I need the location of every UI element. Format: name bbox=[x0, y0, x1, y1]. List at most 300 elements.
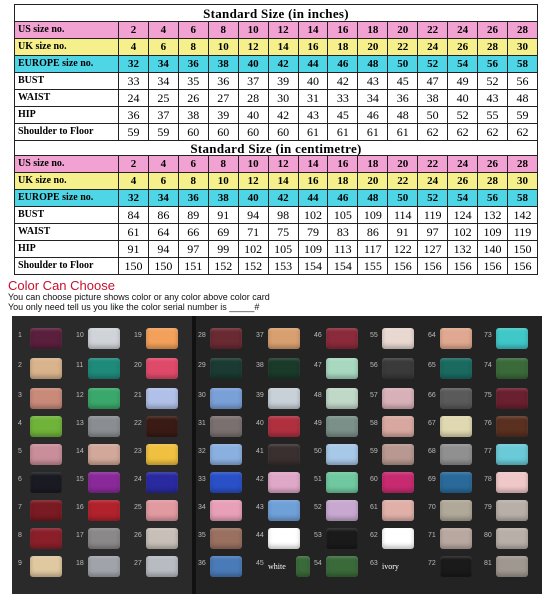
color-swatch[interactable] bbox=[30, 500, 62, 521]
size-cell: 98 bbox=[268, 207, 298, 224]
size-cell: 34 bbox=[148, 73, 178, 90]
color-swatch[interactable] bbox=[496, 388, 528, 409]
size-cell: 14 bbox=[298, 22, 328, 39]
size-cell: 6 bbox=[178, 156, 208, 173]
size-cell: 16 bbox=[298, 173, 328, 190]
swatch-number: 1 bbox=[18, 332, 22, 339]
color-swatch[interactable] bbox=[440, 328, 472, 349]
swatch-number: 23 bbox=[134, 448, 142, 455]
size-cell: 52 bbox=[418, 56, 448, 73]
size-cell: 124 bbox=[448, 207, 478, 224]
color-swatch[interactable] bbox=[210, 416, 242, 437]
color-swatch[interactable] bbox=[146, 358, 178, 379]
size-cell: 42 bbox=[268, 190, 298, 207]
color-swatch[interactable] bbox=[268, 358, 300, 379]
color-swatch[interactable] bbox=[210, 328, 242, 349]
color-swatch[interactable] bbox=[88, 472, 120, 493]
color-swatch[interactable] bbox=[440, 528, 472, 549]
size-cell: 154 bbox=[298, 258, 328, 275]
size-cell: 22 bbox=[388, 39, 418, 56]
size-cell: 83 bbox=[328, 224, 358, 241]
swatch-number: 13 bbox=[76, 420, 84, 427]
size-cell: 102 bbox=[238, 241, 268, 258]
row-label: Shoulder to Floor bbox=[15, 258, 119, 275]
row-label: EUROPE size no. bbox=[15, 190, 119, 207]
color-swatch[interactable] bbox=[146, 416, 178, 437]
size-cell: 61 bbox=[298, 124, 328, 141]
size-cell: 10 bbox=[208, 39, 238, 56]
size-cell: 24 bbox=[418, 173, 448, 190]
size-cell: 55 bbox=[478, 107, 508, 124]
size-cell: 30 bbox=[507, 39, 537, 56]
color-swatch[interactable] bbox=[326, 388, 358, 409]
color-swatch[interactable] bbox=[146, 556, 178, 577]
size-cell: 28 bbox=[238, 90, 268, 107]
shoulder-to-floor-row bbox=[15, 258, 538, 275]
size-cell: 10 bbox=[238, 22, 268, 39]
color-swatch[interactable] bbox=[326, 556, 358, 577]
swatch-number: 36 bbox=[198, 560, 206, 567]
color-swatch bbox=[296, 556, 310, 577]
size-cell: 113 bbox=[328, 241, 358, 258]
size-cell: 49 bbox=[448, 73, 478, 90]
size-cell: 91 bbox=[208, 207, 238, 224]
color-swatch[interactable] bbox=[210, 388, 242, 409]
size-cell: 50 bbox=[388, 190, 418, 207]
size-cell: 52 bbox=[418, 190, 448, 207]
size-cell: 26 bbox=[478, 22, 508, 39]
color-swatch[interactable] bbox=[382, 358, 414, 379]
size-cell: 16 bbox=[298, 39, 328, 56]
size-cell: 22 bbox=[388, 173, 418, 190]
color-swatch[interactable] bbox=[326, 500, 358, 521]
size-cell: 150 bbox=[507, 241, 537, 258]
color-swatch[interactable] bbox=[88, 556, 120, 577]
size-cell: 127 bbox=[418, 241, 448, 258]
color-instruction-1: You can choose picture shows color or any color above color card bbox=[8, 292, 270, 302]
size-cell: 132 bbox=[478, 207, 508, 224]
size-cell: 34 bbox=[358, 90, 388, 107]
swatch-color-name: white bbox=[268, 562, 286, 571]
size-cell: 28 bbox=[478, 39, 508, 56]
size-cell: 43 bbox=[478, 90, 508, 107]
color-swatch[interactable] bbox=[210, 444, 242, 465]
us-size-row bbox=[15, 156, 538, 173]
size-cell: 4 bbox=[119, 173, 149, 190]
color-swatch[interactable] bbox=[496, 328, 528, 349]
swatch-number: 18 bbox=[76, 560, 84, 567]
size-cell: 43 bbox=[298, 107, 328, 124]
color-card bbox=[12, 316, 542, 594]
swatch-number: 15 bbox=[76, 476, 84, 483]
size-cell: 8 bbox=[178, 173, 208, 190]
swatch-number: 9 bbox=[18, 560, 22, 567]
size-cell: 40 bbox=[298, 73, 328, 90]
bust-row bbox=[15, 207, 538, 224]
swatch-number: 5 bbox=[18, 448, 22, 455]
color-swatch[interactable] bbox=[146, 328, 178, 349]
bust-row bbox=[15, 73, 538, 90]
size-cell: 48 bbox=[358, 190, 388, 207]
size-cell: 18 bbox=[328, 39, 358, 56]
size-cell: 26 bbox=[178, 90, 208, 107]
size-cell: 10 bbox=[208, 173, 238, 190]
swatch-number: 21 bbox=[134, 392, 142, 399]
swatch-number: 7 bbox=[18, 504, 22, 511]
color-swatch[interactable] bbox=[210, 358, 242, 379]
color-swatch[interactable] bbox=[210, 528, 242, 549]
size-cell: 40 bbox=[238, 190, 268, 207]
swatch-number: 48 bbox=[314, 392, 322, 399]
size-cell: 48 bbox=[388, 107, 418, 124]
swatch-number: 2 bbox=[18, 362, 22, 369]
size-cell: 34 bbox=[148, 56, 178, 73]
size-cell: 117 bbox=[358, 241, 388, 258]
swatch-number: 45 bbox=[256, 560, 264, 567]
swatch-number: 67 bbox=[428, 420, 436, 427]
swatch-number: 53 bbox=[314, 532, 322, 539]
size-cell: 150 bbox=[148, 258, 178, 275]
size-cell: 22 bbox=[418, 22, 448, 39]
swatch-number: 6 bbox=[18, 476, 22, 483]
swatch-number: 66 bbox=[428, 392, 436, 399]
size-cell: 33 bbox=[119, 73, 149, 90]
color-swatch[interactable] bbox=[210, 500, 242, 521]
color-swatch[interactable] bbox=[88, 444, 120, 465]
color-section-title: Color Can Choose bbox=[8, 278, 115, 293]
size-cell: 97 bbox=[178, 241, 208, 258]
color-swatch[interactable] bbox=[210, 472, 242, 493]
size-cell: 24 bbox=[418, 39, 448, 56]
row-label: WAIST bbox=[15, 90, 119, 107]
size-cell: 37 bbox=[238, 73, 268, 90]
color-swatch[interactable] bbox=[382, 444, 414, 465]
color-swatch[interactable] bbox=[30, 358, 62, 379]
size-cell: 42 bbox=[268, 56, 298, 73]
swatch-number: 19 bbox=[134, 332, 142, 339]
swatch-number: 10 bbox=[76, 332, 84, 339]
color-swatch[interactable] bbox=[146, 528, 178, 549]
size-cell: 28 bbox=[507, 156, 537, 173]
color-swatch[interactable] bbox=[268, 500, 300, 521]
swatch-number: 50 bbox=[314, 448, 322, 455]
size-cell: 60 bbox=[178, 124, 208, 141]
size-cell: 94 bbox=[238, 207, 268, 224]
size-cell: 91 bbox=[119, 241, 149, 258]
size-cell: 56 bbox=[507, 73, 537, 90]
color-swatch[interactable] bbox=[382, 500, 414, 521]
color-swatch[interactable] bbox=[440, 444, 472, 465]
size-cell: 38 bbox=[208, 56, 238, 73]
size-cell: 54 bbox=[448, 190, 478, 207]
size-cell: 58 bbox=[507, 56, 537, 73]
color-swatch[interactable] bbox=[382, 472, 414, 493]
color-swatch[interactable] bbox=[88, 528, 120, 549]
size-cell: 58 bbox=[507, 190, 537, 207]
size-cell: 109 bbox=[358, 207, 388, 224]
color-swatch[interactable] bbox=[496, 556, 528, 577]
swatch-color-name: ivory bbox=[382, 562, 399, 571]
size-cell: 62 bbox=[418, 124, 448, 141]
size-cell: 22 bbox=[418, 156, 448, 173]
swatch-number: 55 bbox=[370, 332, 378, 339]
size-cell: 32 bbox=[119, 190, 149, 207]
size-cell: 155 bbox=[358, 258, 388, 275]
size-cell: 36 bbox=[178, 56, 208, 73]
color-swatch[interactable] bbox=[496, 358, 528, 379]
hip-row bbox=[15, 241, 538, 258]
size-cell: 102 bbox=[298, 207, 328, 224]
color-swatch[interactable] bbox=[146, 472, 178, 493]
size-cell: 31 bbox=[298, 90, 328, 107]
color-swatch[interactable] bbox=[440, 388, 472, 409]
swatch-number: 77 bbox=[484, 448, 492, 455]
size-cell: 89 bbox=[178, 207, 208, 224]
size-cell: 35 bbox=[178, 73, 208, 90]
size-cell: 16 bbox=[328, 156, 358, 173]
color-swatch[interactable] bbox=[30, 528, 62, 549]
swatch-number: 31 bbox=[198, 420, 206, 427]
uk-size-row bbox=[15, 39, 538, 56]
size-cell: 48 bbox=[358, 56, 388, 73]
color-swatch[interactable] bbox=[30, 556, 62, 577]
size-cell: 20 bbox=[388, 156, 418, 173]
size-cell: 42 bbox=[268, 107, 298, 124]
hip-row bbox=[15, 107, 538, 124]
size-cell: 119 bbox=[507, 224, 537, 241]
size-cell: 99 bbox=[208, 241, 238, 258]
size-cell: 18 bbox=[358, 22, 388, 39]
size-cell: 151 bbox=[178, 258, 208, 275]
swatch-number: 79 bbox=[484, 504, 492, 511]
swatch-number: 60 bbox=[370, 476, 378, 483]
color-swatch[interactable] bbox=[88, 416, 120, 437]
size-cell: 39 bbox=[208, 107, 238, 124]
swatch-number: 17 bbox=[76, 532, 84, 539]
color-swatch[interactable] bbox=[268, 388, 300, 409]
swatch-number: 81 bbox=[484, 560, 492, 567]
color-swatch[interactable] bbox=[30, 328, 62, 349]
swatch-number: 46 bbox=[314, 332, 322, 339]
swatch-number: 29 bbox=[198, 362, 206, 369]
size-cell: 61 bbox=[388, 124, 418, 141]
size-cell: 56 bbox=[478, 190, 508, 207]
color-swatch[interactable] bbox=[326, 358, 358, 379]
color-swatch[interactable] bbox=[440, 416, 472, 437]
size-cell: 156 bbox=[418, 258, 448, 275]
size-cell: 34 bbox=[148, 190, 178, 207]
swatch-number: 69 bbox=[428, 476, 436, 483]
size-cell: 153 bbox=[268, 258, 298, 275]
color-swatch[interactable] bbox=[30, 388, 62, 409]
size-cell: 56 bbox=[478, 56, 508, 73]
swatch-number: 61 bbox=[370, 504, 378, 511]
swatch-number: 54 bbox=[314, 560, 322, 567]
swatch-number: 11 bbox=[76, 362, 84, 369]
swatch-number: 72 bbox=[428, 560, 436, 567]
row-label: WAIST bbox=[15, 224, 119, 241]
color-instruction-2: You only need tell us you like the color serial number is _____# bbox=[8, 302, 260, 312]
size-cell: 71 bbox=[238, 224, 268, 241]
size-cell: 14 bbox=[268, 173, 298, 190]
size-cell: 18 bbox=[328, 173, 358, 190]
size-cell: 39 bbox=[268, 73, 298, 90]
size-cell: 32 bbox=[119, 56, 149, 73]
color-swatch[interactable] bbox=[382, 528, 414, 549]
table-title: Standard Size (in centimetre) bbox=[15, 141, 538, 156]
size-cell: 45 bbox=[328, 107, 358, 124]
size-cell: 43 bbox=[358, 73, 388, 90]
color-swatch[interactable] bbox=[88, 388, 120, 409]
swatch-number: 64 bbox=[428, 332, 436, 339]
color-swatch[interactable] bbox=[210, 556, 242, 577]
size-cell: 26 bbox=[478, 156, 508, 173]
swatch-number: 33 bbox=[198, 476, 206, 483]
size-cell: 14 bbox=[268, 39, 298, 56]
color-swatch[interactable] bbox=[268, 472, 300, 493]
color-swatch[interactable] bbox=[496, 528, 528, 549]
size-cell: 86 bbox=[148, 207, 178, 224]
us-size-row bbox=[15, 22, 538, 39]
swatch-number: 47 bbox=[314, 362, 322, 369]
swatch-number: 57 bbox=[370, 392, 378, 399]
color-swatch[interactable] bbox=[268, 416, 300, 437]
size-cell: 46 bbox=[358, 107, 388, 124]
size-cell: 50 bbox=[418, 107, 448, 124]
size-cell: 37 bbox=[148, 107, 178, 124]
size-cell: 140 bbox=[478, 241, 508, 258]
size-cell: 44 bbox=[298, 56, 328, 73]
color-swatch[interactable] bbox=[30, 444, 62, 465]
size-cell: 152 bbox=[238, 258, 268, 275]
size-cell: 40 bbox=[238, 107, 268, 124]
color-swatch[interactable] bbox=[440, 358, 472, 379]
color-swatch[interactable] bbox=[496, 500, 528, 521]
color-swatch[interactable] bbox=[326, 444, 358, 465]
color-swatch[interactable] bbox=[146, 500, 178, 521]
color-swatch[interactable] bbox=[382, 328, 414, 349]
size-cell: 46 bbox=[328, 56, 358, 73]
color-swatch[interactable] bbox=[88, 358, 120, 379]
color-swatch[interactable] bbox=[146, 444, 178, 465]
color-swatch[interactable] bbox=[440, 556, 472, 577]
color-swatch[interactable] bbox=[30, 472, 62, 493]
size-cell: 47 bbox=[418, 73, 448, 90]
swatch-number: 12 bbox=[76, 392, 84, 399]
size-cell: 52 bbox=[478, 73, 508, 90]
size-cell: 102 bbox=[448, 224, 478, 241]
color-swatch[interactable] bbox=[146, 388, 178, 409]
size-cell: 25 bbox=[148, 90, 178, 107]
size-cell: 28 bbox=[478, 173, 508, 190]
size-cell: 2 bbox=[119, 156, 149, 173]
row-label: EUROPE size no. bbox=[15, 56, 119, 73]
size-cell: 60 bbox=[268, 124, 298, 141]
color-card-right-panel bbox=[196, 316, 542, 594]
size-cell: 64 bbox=[148, 224, 178, 241]
swatch-number: 4 bbox=[18, 420, 22, 427]
swatch-number: 26 bbox=[134, 532, 142, 539]
swatch-number: 22 bbox=[134, 420, 142, 427]
size-cell: 16 bbox=[328, 22, 358, 39]
europe-size-row bbox=[15, 56, 538, 73]
size-cell: 20 bbox=[358, 39, 388, 56]
color-swatch[interactable] bbox=[496, 416, 528, 437]
swatch-number: 32 bbox=[198, 448, 206, 455]
size-cell: 61 bbox=[358, 124, 388, 141]
swatch-number: 42 bbox=[256, 476, 264, 483]
swatch-number: 74 bbox=[484, 362, 492, 369]
color-swatch[interactable] bbox=[326, 472, 358, 493]
size-cell: 12 bbox=[238, 173, 268, 190]
swatch-number: 14 bbox=[76, 448, 84, 455]
size-cell: 109 bbox=[478, 224, 508, 241]
color-swatch[interactable] bbox=[440, 472, 472, 493]
color-swatch[interactable] bbox=[326, 328, 358, 349]
size-cell: 105 bbox=[268, 241, 298, 258]
color-swatch[interactable] bbox=[88, 328, 120, 349]
size-cell: 18 bbox=[358, 156, 388, 173]
size-cell: 150 bbox=[119, 258, 149, 275]
uk-size-row bbox=[15, 173, 538, 190]
size-cell: 114 bbox=[388, 207, 418, 224]
size-cell: 94 bbox=[148, 241, 178, 258]
color-swatch[interactable] bbox=[382, 388, 414, 409]
color-swatch[interactable] bbox=[268, 528, 300, 549]
size-cell: 79 bbox=[298, 224, 328, 241]
waist-row bbox=[15, 224, 538, 241]
swatch-number: 62 bbox=[370, 532, 378, 539]
color-swatch[interactable] bbox=[88, 500, 120, 521]
size-cell: 109 bbox=[298, 241, 328, 258]
size-cell: 122 bbox=[388, 241, 418, 258]
swatch-number: 37 bbox=[256, 332, 264, 339]
color-swatch[interactable] bbox=[268, 444, 300, 465]
size-cell: 38 bbox=[178, 107, 208, 124]
color-swatch[interactable] bbox=[382, 416, 414, 437]
size-cell: 54 bbox=[448, 56, 478, 73]
swatch-number: 40 bbox=[256, 420, 264, 427]
size-cell: 59 bbox=[507, 107, 537, 124]
swatch-number: 68 bbox=[428, 448, 436, 455]
size-cell: 24 bbox=[119, 90, 149, 107]
color-swatch[interactable] bbox=[326, 416, 358, 437]
size-cell: 154 bbox=[328, 258, 358, 275]
color-swatch[interactable] bbox=[440, 500, 472, 521]
swatch-number: 38 bbox=[256, 362, 264, 369]
shoulder-to-floor-row bbox=[15, 124, 538, 141]
size-cell: 4 bbox=[148, 156, 178, 173]
swatch-number: 43 bbox=[256, 504, 264, 511]
swatch-number: 35 bbox=[198, 532, 206, 539]
color-swatch[interactable] bbox=[496, 472, 528, 493]
size-cell: 50 bbox=[388, 56, 418, 73]
swatch-number: 30 bbox=[198, 392, 206, 399]
size-cell: 60 bbox=[238, 124, 268, 141]
swatch-number: 49 bbox=[314, 420, 322, 427]
size-cell: 30 bbox=[268, 90, 298, 107]
size-cell: 30 bbox=[507, 173, 537, 190]
color-swatch[interactable] bbox=[268, 328, 300, 349]
size-cell: 132 bbox=[448, 241, 478, 258]
swatch-number: 56 bbox=[370, 362, 378, 369]
color-swatch[interactable] bbox=[326, 528, 358, 549]
size-cell: 119 bbox=[418, 207, 448, 224]
size-cell: 156 bbox=[388, 258, 418, 275]
color-swatch[interactable] bbox=[496, 444, 528, 465]
size-cell: 8 bbox=[208, 22, 238, 39]
color-swatch[interactable] bbox=[30, 416, 62, 437]
